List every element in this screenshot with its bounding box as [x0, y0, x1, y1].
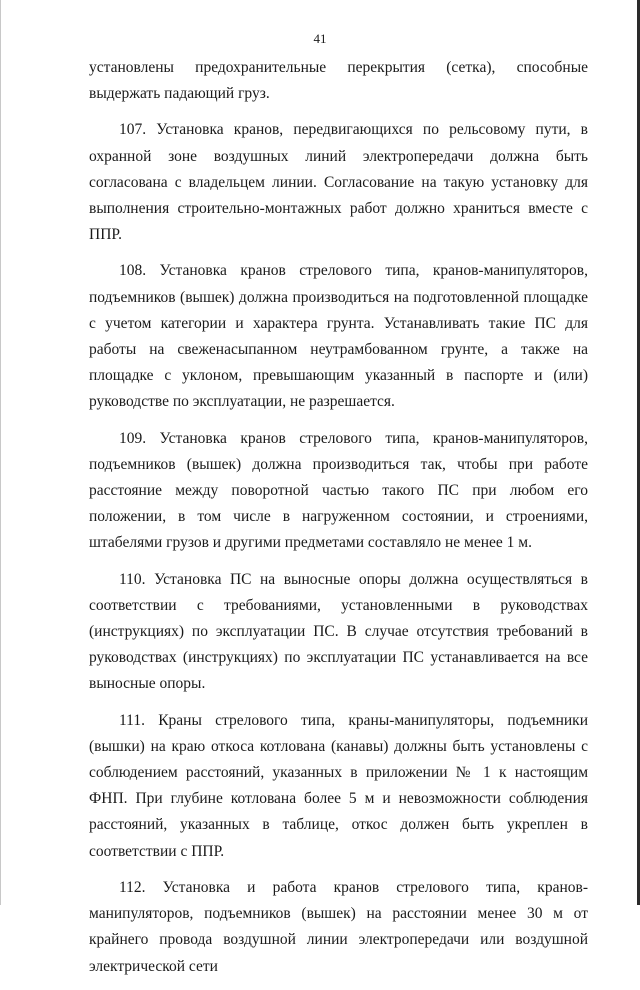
- page-edge-left: [0, 0, 1, 905]
- paragraph-108: 108. Установка кранов стрелового типа, кранов-манипуляторов, подъемников (вышек) должна производиться на подготовленной площадке с учетом категории и характера грунта. Устанавливать такие ПС для работы на свеженасыпанном неутрамбованном грунте, а также на площадке с уклоном, превышающим указанный в паспорте и (или) руководстве по эксплуатации, не разрешается.: [89, 262, 588, 411]
- paragraph-107: 107. Установка кранов, передвигающихся по рельсовому пути, в охранной зоне воздушных линий электропередачи должна быть согласована с владельцем линии. Согласование на такую установку для выполнения строительно-монтажных работ должно храниться вместе с ППР.: [89, 121, 588, 244]
- paragraph-continuation: установлены предохранительные перекрытия (сетка), способные выдержать падающий груз.: [89, 59, 588, 103]
- paragraph-111: 111. Краны стрелового типа, краны-манипуляторы, подъемники (вышки) на краю откоса котлована (канавы) должны быть установлены с соблюдением расстояний, указанных в приложении № 1 к настоящим ФНП. При глубине котлована более 5 м и невозможности соблюдения расстояний, указанных в таблице, откос должен быть укреплен в соответствии с ППР.: [89, 711, 588, 860]
- paragraph-112: 112. Установка и работа кранов стрелового типа, кранов-манипуляторов, подъемников (вышек) на расстоянии менее 30 м от крайнего провода воздушной линии электропередачи или воздушной электрической сети: [89, 878, 588, 975]
- paragraph-109: 109. Установка кранов стрелового типа, кранов-манипуляторов, подъемников (вышек) должна производиться так, чтобы при работе расстояние между поворотной частью такого ПС при любом его положении, в том числе в нагруженном состоянии, и строениями, штабелями грузов и другими предметами составляло не менее 1 м.: [89, 429, 588, 552]
- document-body: [89, 55, 588, 990]
- page-number: 41: [313, 31, 327, 46]
- paragraph-110: 110. Установка ПС на выносные опоры должна осуществляться в соответствии с требованиями, установленными в руководствах (инструкциях) по эксплуатации ПС. В случае отсутствия требований в руководствах (инструкциях) по эксплуатации ПС устанавливается на все выносные опоры.: [89, 570, 588, 693]
